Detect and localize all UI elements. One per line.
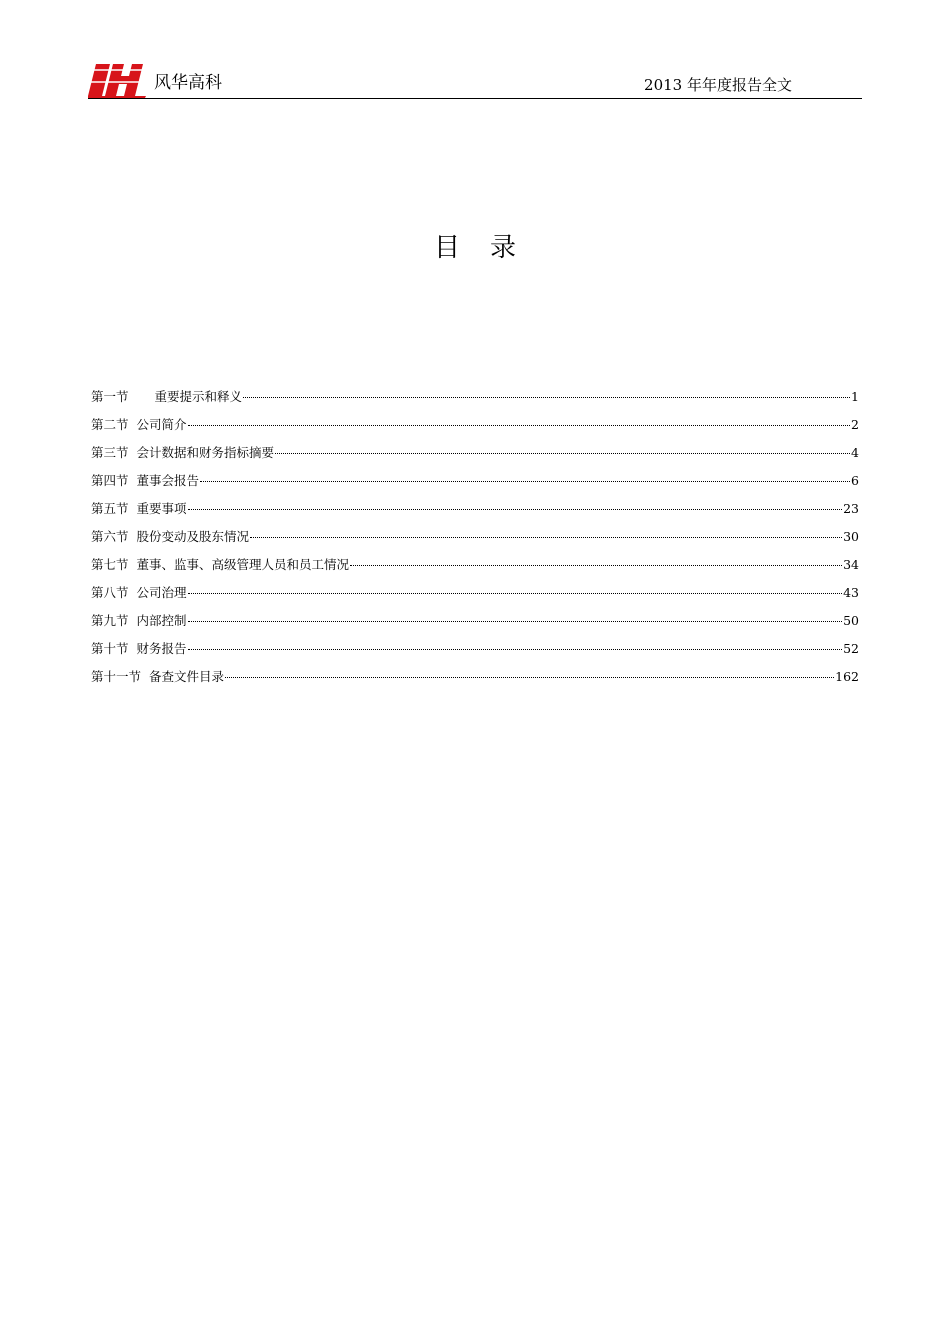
toc-page-number: 30	[843, 529, 859, 544]
table-of-contents	[91, 387, 859, 695]
toc-section-title: 董事会报告	[136, 473, 200, 488]
toc-section-title: 会计数据和财务指标摘要	[136, 445, 275, 460]
company-name: 风华高科	[154, 73, 222, 93]
toc-section-number: 第四节	[91, 473, 129, 488]
toc-section-number: 第八节	[91, 585, 129, 600]
toc-page-number: 4	[851, 445, 859, 460]
toc-dot-leader	[188, 509, 843, 510]
toc-dot-leader	[188, 593, 843, 594]
toc-section-number: 第五节	[91, 501, 129, 516]
toc-dot-leader	[225, 677, 834, 678]
toc-section-number: 第十一节	[91, 669, 142, 684]
toc-item[interactable]	[91, 387, 859, 415]
report-title: 2013 年年度报告全文	[644, 76, 792, 94]
toc-dot-leader	[250, 537, 842, 538]
page-header	[88, 58, 862, 99]
toc-section-title: 备查文件目录	[149, 669, 225, 684]
toc-dot-leader	[188, 649, 843, 650]
toc-section-number: 第一节	[91, 389, 129, 404]
toc-dot-leader	[350, 565, 842, 566]
toc-section-title: 股份变动及股东情况	[136, 529, 250, 544]
toc-section-number: 第三节	[91, 445, 129, 460]
toc-section-title: 公司治理	[136, 585, 187, 600]
toc-item[interactable]	[91, 639, 859, 667]
toc-item[interactable]	[91, 471, 859, 499]
toc-item[interactable]	[91, 443, 859, 471]
toc-page-number: 1	[851, 389, 859, 404]
toc-page-number: 52	[843, 641, 859, 656]
fenghua-logo-icon	[88, 60, 148, 98]
toc-page-number: 6	[851, 473, 859, 488]
toc-item[interactable]	[91, 527, 859, 555]
toc-item[interactable]	[91, 555, 859, 583]
toc-title: 目录	[433, 233, 546, 263]
toc-section-title: 财务报告	[136, 641, 187, 656]
toc-section-number: 第十节	[91, 641, 129, 656]
toc-section-number: 第九节	[91, 613, 129, 628]
toc-section-title: 重要提示和释义	[154, 389, 243, 404]
toc-page-number: 2	[851, 417, 859, 432]
toc-dot-leader	[275, 453, 850, 454]
toc-section-title: 内部控制	[136, 613, 187, 628]
toc-dot-leader	[188, 425, 851, 426]
toc-item[interactable]	[91, 415, 859, 443]
toc-item[interactable]	[91, 583, 859, 611]
toc-page-number: 50	[843, 613, 859, 628]
toc-item[interactable]	[91, 611, 859, 639]
toc-item[interactable]	[91, 667, 859, 695]
toc-section-title: 董事、监事、高级管理人员和员工情况	[136, 557, 350, 572]
toc-section-number: 第七节	[91, 557, 129, 572]
toc-page-number: 23	[843, 501, 859, 516]
toc-item[interactable]	[91, 499, 859, 527]
toc-section-title: 重要事项	[136, 501, 187, 516]
toc-dot-leader	[243, 397, 850, 398]
toc-dot-leader	[200, 481, 850, 482]
toc-dot-leader	[188, 621, 843, 622]
toc-page-number: 162	[835, 669, 859, 684]
toc-page-number: 34	[843, 557, 859, 572]
toc-page-number: 43	[843, 585, 859, 600]
toc-section-number: 第二节	[91, 417, 129, 432]
toc-section-title: 公司简介	[136, 417, 187, 432]
toc-section-number: 第六节	[91, 529, 129, 544]
